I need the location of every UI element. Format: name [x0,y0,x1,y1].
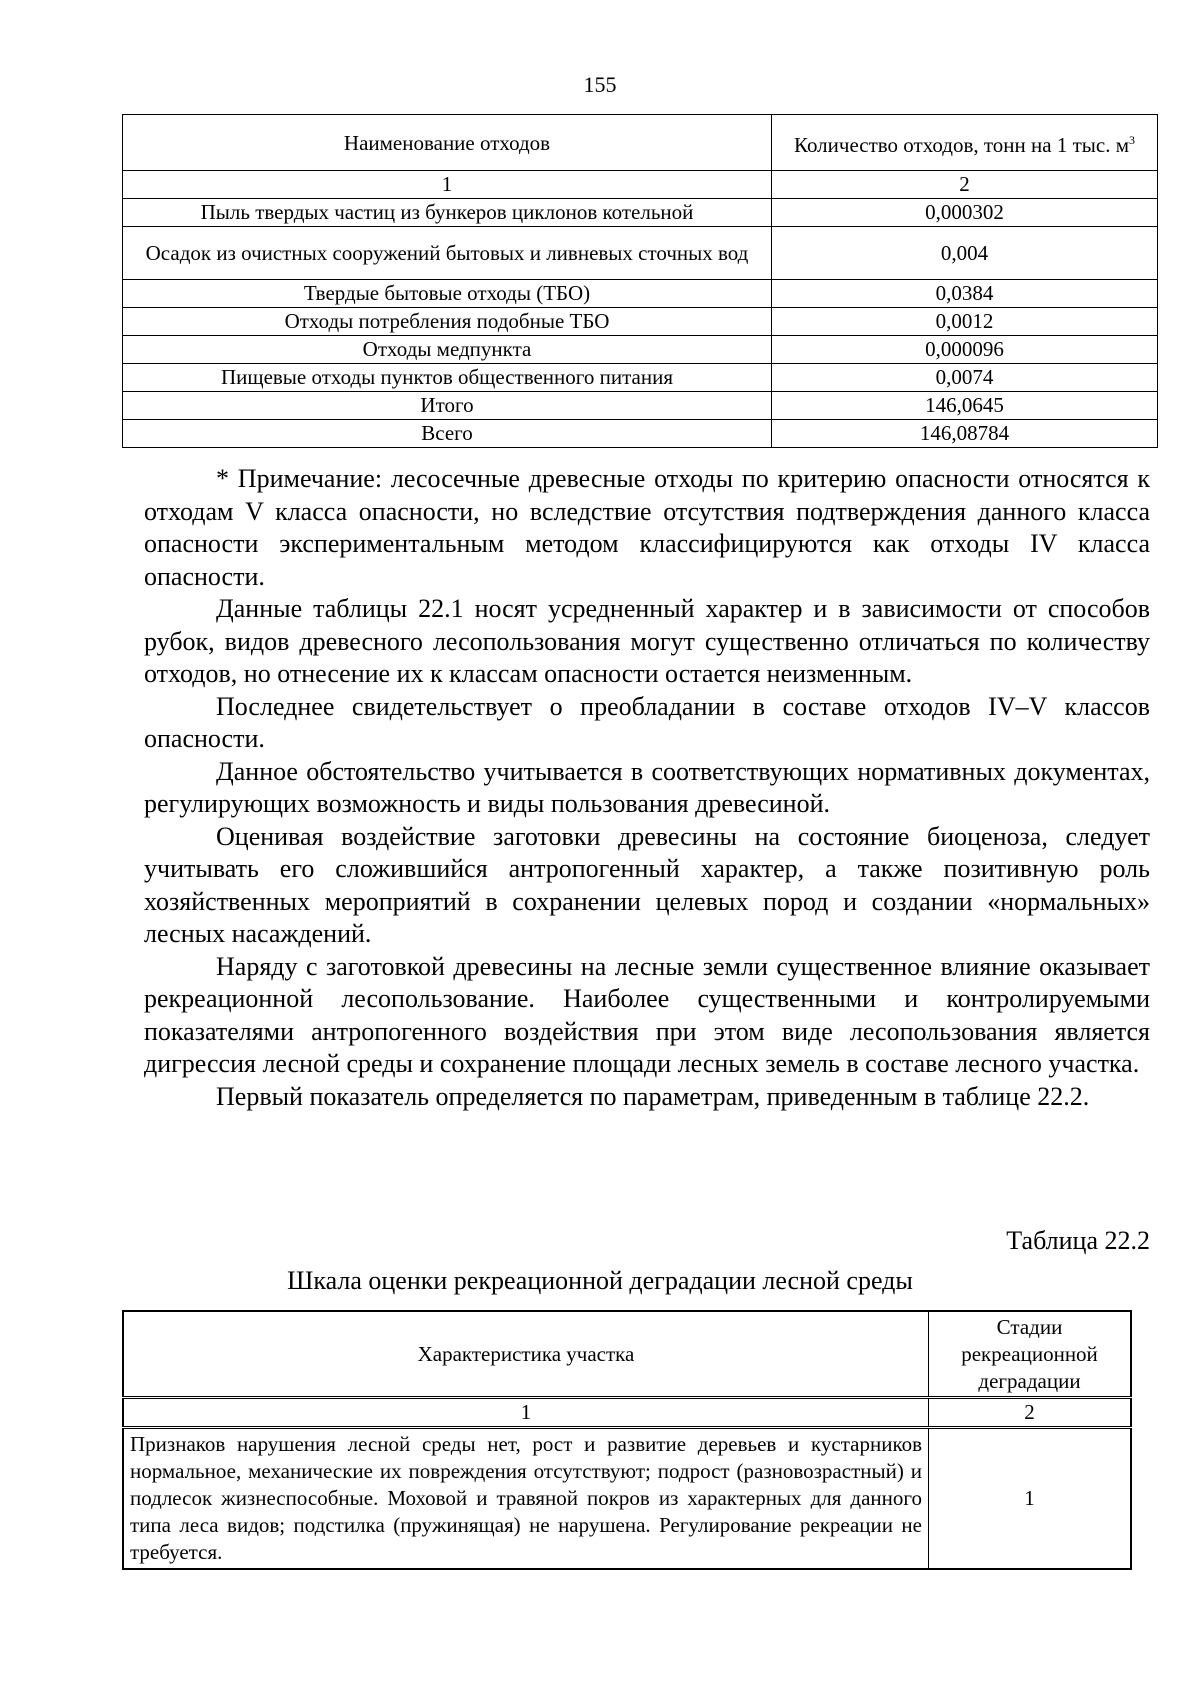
header-waste-amount [772,115,1158,171]
body-text [144,463,1150,1113]
paragraph: Наряду с заготовкой древесины на лесные земли существенное влияние оказывает рекреационной лесопользование. Наиболее существенными и контролируемыми показателями антропогенного воздействия при этом виде лесопользования является дигрессия лесной среды и сохранение площади лесных земель в составе лесного участка. [144,951,1150,1078]
column-number-2: 2 [929,1398,1132,1428]
table-header-row [123,1311,1131,1398]
header-characteristic: Характеристика участка [123,1311,929,1398]
table-header-row [123,115,1158,171]
waste-table [122,114,1158,448]
header-waste-amount-text: Количество отходов, тонн на 1 тыс. м [793,133,1129,157]
header-waste-name: Наименование отходов [123,115,772,171]
column-number-1: 1 [123,171,772,199]
table-row [123,364,1158,392]
waste-amount: 0,000302 [772,199,1158,227]
waste-amount: 0,004 [772,227,1158,280]
column-number-1: 1 [123,1398,929,1428]
degradation-table [122,1310,1132,1570]
page-number: 155 [583,72,617,97]
waste-name: Твердые бытовые отходы (ТБО) [123,280,772,308]
header-stage: Стадии рекреационной деградации [929,1311,1132,1398]
table-label: Таблица 22.2 [1006,1226,1150,1255]
column-number-2: 2 [772,171,1158,199]
waste-name: Отходы потребления подобные ТБО [123,308,772,336]
waste-name: Пищевые отходы пунктов общественного питания [123,364,772,392]
total-label: Всего [123,420,772,448]
waste-name: Отходы медпункта [123,336,772,364]
subtotal-value: 146,0645 [772,392,1158,420]
table-row [123,199,1158,227]
paragraph: Первый показатель определяется по параметрам, приведенным в таблице 22.2. [216,1081,1090,1111]
site-characteristic: Признаков нарушения лесной среды нет, рост и развитие деревьев и кустарников нормальное, механические их повреждения отсутствуют; подрост (разновозрастный) и подлесок жизнеспособные. Моховой и травяной покров из характерных для данного типа леса видов; подстилка (пружинящая) не нарушена. Регулирование рекреации не требуется. [123,1428,929,1570]
waste-amount: 0,000096 [772,336,1158,364]
table-row [123,280,1158,308]
paragraph: Данные таблицы 22.1 носят усредненный характер и в зависимости от способов рубок, видов древесного лесопользования могут существенно отличаться по количеству отходов, но отнесение их к классам опасности остается неизменным. [144,594,1150,688]
subtotal-row [123,392,1158,420]
table-row [123,1428,1131,1570]
table-row [123,308,1158,336]
total-value: 146,08784 [772,420,1158,448]
subtotal-label: Итого [123,392,772,420]
waste-amount: 0,0012 [772,308,1158,336]
total-row [123,420,1158,448]
waste-amount: 0,0074 [772,364,1158,392]
table-row [123,227,1158,280]
table-title: Шкала оценки рекреационной деградации лесной среды [287,1266,913,1295]
paragraph-note: * Примечание: лесосечные древесные отходы по критерию опасности относятся к отходам V класса опасности, но вследствие отсутствия подтверждения данного класса опасности экспериментальным методом классифицируются как отходы IV класса опасности. [144,464,1150,591]
waste-amount: 0,0384 [772,280,1158,308]
column-number-row [123,171,1158,199]
table-row [123,336,1158,364]
header-unit-superscript: 3 [1129,133,1135,147]
paragraph: Данное обстоятельство учитывается в соответствующих нормативных документах, регулирующих возможность и виды пользования древесиной. [144,756,1150,818]
waste-name: Осадок из очистных сооружений бытовых и ливневых сточных вод [123,227,772,280]
column-number-row [123,1398,1131,1428]
waste-name: Пыль твердых частиц из бункеров циклонов котельной [123,199,772,227]
paragraph: Последнее свидетельствует о преобладании в составе отходов IV–V классов опасности. [144,691,1150,753]
degradation-stage: 1 [929,1428,1132,1570]
paragraph: Оценивая воздействие заготовки древесины на состояние биоценоза, следует учитывать его сложившийся антропогенный характер, а также позитивную роль хозяйственных мероприятий в сохранении целевых пород и создании «нормальных» лесных насаждений. [144,821,1150,948]
